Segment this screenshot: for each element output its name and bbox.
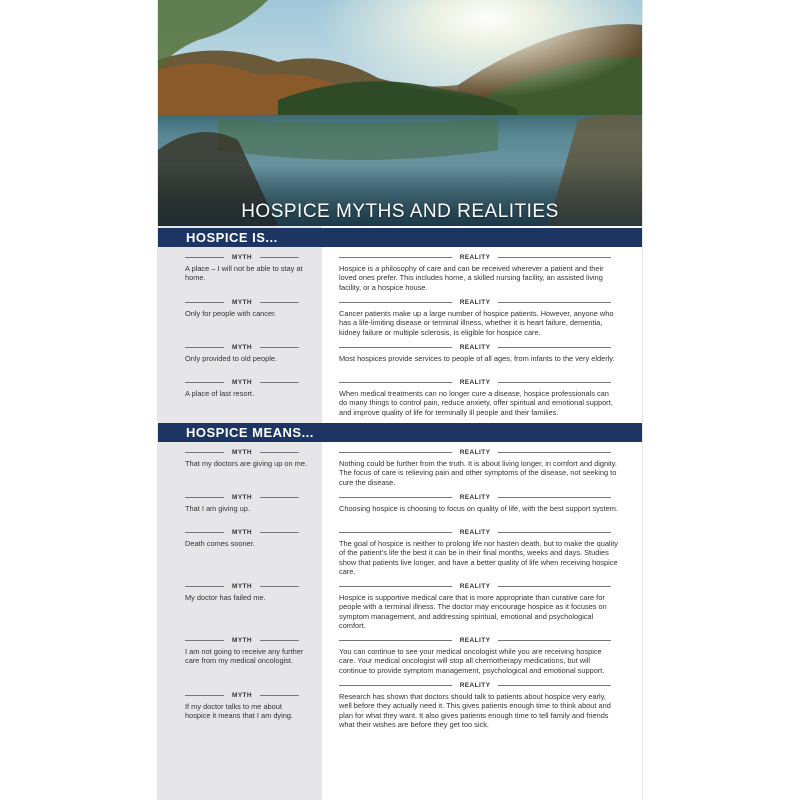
hero-image bbox=[158, 0, 642, 226]
myth-text: That my doctors are giving up on me. bbox=[185, 459, 308, 468]
reality-label: REALITY bbox=[339, 299, 611, 306]
section-heading-hospice-means: HOSPICE MEANS... bbox=[158, 423, 642, 442]
section-heading-hospice-is: HOSPICE IS... bbox=[158, 228, 642, 247]
myth-text: A place of last resort. bbox=[185, 389, 255, 398]
page-title: HOSPICE MYTHS AND REALITIES bbox=[241, 201, 559, 222]
handout-page bbox=[158, 0, 642, 800]
myth-text: That I am giving up. bbox=[185, 504, 250, 513]
reality-label: REALITY bbox=[339, 682, 611, 689]
myth-text: Death comes sooner. bbox=[185, 539, 255, 548]
myth-label: MYTH bbox=[185, 494, 299, 501]
myth-label: MYTH bbox=[185, 529, 299, 536]
myth-label: MYTH bbox=[185, 254, 299, 261]
myth-text: My doctor has failed me. bbox=[185, 593, 266, 602]
myth-text: I am not going to receive any further care from my medical oncologist. bbox=[185, 647, 304, 666]
reality-text: Most hospices provide services to people of all ages, from infants to the very elderly. bbox=[339, 354, 615, 363]
myth-label: MYTH bbox=[185, 344, 299, 351]
myth-label: MYTH bbox=[185, 449, 299, 456]
reality-text: The goal of hospice is neither to prolong life nor hasten death, but to make the quality of the patient’s life the best it can be in their final months, weeks and days. Studies show that patients live longer, and have a better quality of life when receiving hospice care. bbox=[339, 539, 618, 577]
reality-text: Hospice is a philosophy of care and can be received wherever a patient and their loved ones prefer. This includes home, a skilled nursing facility, an assisted living facility, or a hospice house. bbox=[339, 264, 604, 292]
reality-label: REALITY bbox=[339, 583, 611, 590]
myth-text: Only provided to old people. bbox=[185, 354, 278, 363]
reality-label: REALITY bbox=[339, 637, 611, 644]
myth-text: A place – I will not be able to stay at home. bbox=[185, 264, 303, 283]
lake-landscape-photo bbox=[158, 0, 642, 226]
reality-label: REALITY bbox=[339, 344, 611, 351]
reality-text: Cancer patients make up a large number of hospice patients. However, anyone who has a life-limiting disease or terminal illness, whether it is heart failure, dementia, kidney failure or multiple sclerosis, is eligible for hospice care. bbox=[339, 309, 614, 337]
reality-label: REALITY bbox=[339, 254, 611, 261]
myth-label: MYTH bbox=[185, 692, 299, 699]
reality-label: REALITY bbox=[339, 449, 611, 456]
myth-label: MYTH bbox=[185, 583, 299, 590]
reality-text: Research has shown that doctors should talk to patients about hospice very early, well before they actually need it. This gives patients enough time to think about and plan for what they want. It also gives patients enough time to tell family and friends what their wishes are before they get too sick. bbox=[339, 692, 611, 730]
myth-label: MYTH bbox=[185, 637, 299, 644]
reality-label: REALITY bbox=[339, 494, 611, 501]
reality-text: You can continue to see your medical oncologist while you are receiving hospice care. Your medical oncologist will stop all chemotherapy medications, but will continue to provide symptom management, psychological and emotional support. bbox=[339, 647, 605, 675]
reality-text: Choosing hospice is choosing to focus on quality of life, with the best support system. bbox=[339, 504, 618, 513]
myth-text: Only for people with cancer. bbox=[185, 309, 277, 318]
reality-label: REALITY bbox=[339, 529, 611, 536]
reality-label: REALITY bbox=[339, 379, 611, 386]
myth-label: MYTH bbox=[185, 379, 299, 386]
myth-label: MYTH bbox=[185, 299, 299, 306]
reality-text: When medical treatments can no longer cure a disease, hospice professionals can do many things to control pain, reduce anxiety, offer spiritual and emotional support, and improve quality of life for terminally ill people and their families. bbox=[339, 389, 613, 417]
reality-text: Hospice is supportive medical care that is more appropriate than curative care for people with a terminal illness. The doctor may encourage hospice as it focuses on symptom management, and addressing spiritual, emotional and psychological comfort. bbox=[339, 593, 607, 631]
reality-text: Nothing could be further from the truth. It is about living longer, in comfort and dignity. The focus of care is relieving pain and other symptoms of the disease, not seeking to cure the disease. bbox=[339, 459, 617, 487]
myth-text: If my doctor talks to me about hospice it means that I am dying. bbox=[185, 702, 294, 721]
